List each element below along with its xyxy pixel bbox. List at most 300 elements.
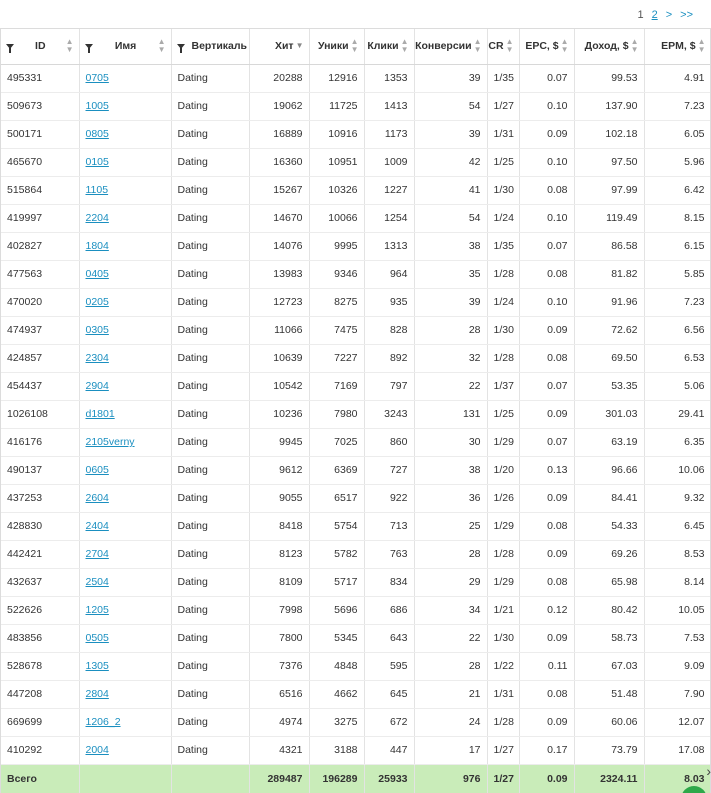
sort-desc-icon[interactable]: ▼: [295, 41, 304, 51]
cell-conversions: 21: [414, 680, 487, 708]
cell-clicks: 922: [364, 484, 414, 512]
cell-cr: 1/25: [487, 400, 519, 428]
cell-conversions: 54: [414, 92, 487, 120]
cell-epc: 0.10: [519, 92, 574, 120]
campaign-name-link[interactable]: 0405: [85, 268, 109, 280]
cell-cr: 1/20: [487, 456, 519, 484]
cell-uniques: 7475: [309, 316, 364, 344]
cell-conversions: 22: [414, 624, 487, 652]
cell-conversions: 54: [414, 204, 487, 232]
cell-uniques: 3188: [309, 736, 364, 764]
campaign-name-link[interactable]: 0705: [85, 72, 109, 84]
sort-icon[interactable]: ▲ ▼: [473, 37, 482, 55]
cell-revenue: 53.35: [574, 372, 644, 400]
cell-id: 419997: [1, 204, 79, 232]
table-row: [1, 568, 711, 596]
total-epm: 8.03: [644, 764, 711, 793]
table-row: [1, 652, 711, 680]
cell-revenue: 97.50: [574, 148, 644, 176]
cell-epc: 0.08: [519, 680, 574, 708]
cell-revenue: 58.73: [574, 624, 644, 652]
table-row: [1, 596, 711, 624]
header-epc[interactable]: EPC, $ ▲ ▼: [519, 29, 574, 64]
cell-conversions: 28: [414, 316, 487, 344]
sort-icon[interactable]: ▲ ▼: [400, 37, 409, 55]
cell-uniques: 9346: [309, 260, 364, 288]
cell-epm: 5.06: [644, 372, 711, 400]
table-row: [1, 120, 711, 148]
campaign-name-link[interactable]: 1305: [85, 660, 109, 672]
table-row: [1, 288, 711, 316]
cell-vertical: Dating: [171, 596, 249, 624]
cell-name: [79, 288, 171, 316]
cell-revenue: 81.82: [574, 260, 644, 288]
sort-icon[interactable]: ▲ ▼: [505, 37, 514, 55]
cell-uniques: 10951: [309, 148, 364, 176]
page-2-link[interactable]: 2: [651, 9, 658, 21]
cell-epm: 6.35: [644, 428, 711, 456]
cell-hits: 16889: [249, 120, 309, 148]
table-row: [1, 64, 711, 92]
cell-conversions: 29: [414, 568, 487, 596]
cell-hits: 13983: [249, 260, 309, 288]
table-body: [1, 64, 711, 793]
cell-name: [79, 428, 171, 456]
cell-name: [79, 400, 171, 428]
last-page-link[interactable]: >>: [680, 9, 693, 21]
header-clicks[interactable]: Клики ▲ ▼: [364, 29, 414, 64]
cell-name: [79, 64, 171, 92]
table-row: [1, 344, 711, 372]
cell-vertical: Dating: [171, 568, 249, 596]
cell-vertical: Dating: [171, 512, 249, 540]
cell-clicks: 1254: [364, 204, 414, 232]
cell-cr: 1/35: [487, 64, 519, 92]
sort-icon[interactable]: ▲ ▼: [157, 37, 166, 55]
cell-hits: 19062: [249, 92, 309, 120]
cell-id: 454437: [1, 372, 79, 400]
table-row: [1, 484, 711, 512]
cell-cr: 1/21: [487, 596, 519, 624]
cell-uniques: 5696: [309, 596, 364, 624]
cell-vertical: Dating: [171, 232, 249, 260]
campaign-name-link[interactable]: 1205: [85, 604, 109, 616]
cell-revenue: 137.90: [574, 92, 644, 120]
cell-epm: 7.90: [644, 680, 711, 708]
campaign-name-link[interactable]: 0505: [85, 632, 109, 644]
cell-clicks: 964: [364, 260, 414, 288]
sort-icon[interactable]: ▲ ▼: [630, 37, 639, 55]
cell-clicks: 595: [364, 652, 414, 680]
cell-epc: 0.08: [519, 512, 574, 540]
cell-hits: 20288: [249, 64, 309, 92]
cell-id: 515864: [1, 176, 79, 204]
cell-name: [79, 456, 171, 484]
cell-name: [79, 596, 171, 624]
cell-name: [79, 512, 171, 540]
campaign-name-link[interactable]: 2604: [85, 492, 109, 504]
cell-cr: 1/31: [487, 680, 519, 708]
cell-uniques: 5717: [309, 568, 364, 596]
cell-uniques: 4848: [309, 652, 364, 680]
cell-epc: 0.09: [519, 316, 574, 344]
cell-uniques: 7169: [309, 372, 364, 400]
campaign-name-link[interactable]: 0105: [85, 156, 109, 168]
cell-conversions: 39: [414, 64, 487, 92]
cell-epm: 7.23: [644, 92, 711, 120]
cell-uniques: 7227: [309, 344, 364, 372]
cell-name: [79, 176, 171, 204]
cell-revenue: 69.26: [574, 540, 644, 568]
total-clicks: 25933: [364, 764, 414, 793]
total-epc: 0.09: [519, 764, 574, 793]
cell-name: [79, 148, 171, 176]
cell-vertical: Dating: [171, 736, 249, 764]
stats-table: [1, 29, 711, 793]
cell-id: 465670: [1, 148, 79, 176]
cell-vertical: Dating: [171, 92, 249, 120]
campaign-name-link[interactable]: 0205: [85, 296, 109, 308]
cell-id: 442421: [1, 540, 79, 568]
campaign-name-link[interactable]: 0605: [85, 464, 109, 476]
campaign-name-link[interactable]: 0305: [85, 324, 109, 336]
table-row: [1, 372, 711, 400]
campaign-name-link[interactable]: 2704: [85, 548, 109, 560]
cell-uniques: 7980: [309, 400, 364, 428]
cell-cr: 1/35: [487, 232, 519, 260]
cell-revenue: 51.48: [574, 680, 644, 708]
cell-hits: 12723: [249, 288, 309, 316]
cell-epm: 8.53: [644, 540, 711, 568]
cell-conversions: 39: [414, 288, 487, 316]
cell-name: [79, 260, 171, 288]
cell-hits: 9612: [249, 456, 309, 484]
cell-hits: 7376: [249, 652, 309, 680]
cell-id: 490137: [1, 456, 79, 484]
cell-revenue: 301.03: [574, 400, 644, 428]
cell-name: [79, 624, 171, 652]
cell-revenue: 60.06: [574, 708, 644, 736]
table-row: [1, 92, 711, 120]
cell-id: 483856: [1, 624, 79, 652]
campaign-name-link[interactable]: 0805: [85, 128, 109, 140]
cell-clicks: 892: [364, 344, 414, 372]
cell-id: 410292: [1, 736, 79, 764]
sort-icon[interactable]: ▲ ▼: [560, 37, 569, 55]
cell-vertical: Dating: [171, 372, 249, 400]
cell-vertical: Dating: [171, 680, 249, 708]
cell-conversions: 24: [414, 708, 487, 736]
total-vertical: [171, 764, 249, 793]
header-epm[interactable]: EPM, $ ▲ ▼: [644, 29, 711, 64]
cell-epm: 12.07: [644, 708, 711, 736]
cell-epm: 6.53: [644, 344, 711, 372]
campaign-name-link[interactable]: 2804: [85, 688, 109, 700]
cell-vertical: Dating: [171, 120, 249, 148]
cell-cr: 1/24: [487, 288, 519, 316]
cell-uniques: 5782: [309, 540, 364, 568]
cell-revenue: 67.03: [574, 652, 644, 680]
cell-epm: 5.96: [644, 148, 711, 176]
cell-epc: 0.09: [519, 624, 574, 652]
cell-revenue: 73.79: [574, 736, 644, 764]
cell-hits: 10639: [249, 344, 309, 372]
cell-name: [79, 736, 171, 764]
campaign-name-link[interactable]: 2504: [85, 576, 109, 588]
cell-name: [79, 680, 171, 708]
cell-conversions: 38: [414, 232, 487, 260]
cell-revenue: 86.58: [574, 232, 644, 260]
next-page-link[interactable]: >: [665, 9, 673, 21]
cell-id: 474937: [1, 316, 79, 344]
table-row: [1, 316, 711, 344]
cell-hits: 14076: [249, 232, 309, 260]
cell-epm: 9.09: [644, 652, 711, 680]
cell-conversions: 36: [414, 484, 487, 512]
cell-id: 477563: [1, 260, 79, 288]
cell-name: [79, 484, 171, 512]
cell-cr: 1/28: [487, 708, 519, 736]
chevron-right-icon[interactable]: ›: [706, 763, 711, 779]
cell-id: 1026108: [1, 400, 79, 428]
cell-cr: 1/27: [487, 736, 519, 764]
cell-id: 495331: [1, 64, 79, 92]
sort-icon[interactable]: ▲ ▼: [697, 37, 706, 55]
cell-revenue: 54.33: [574, 512, 644, 540]
cell-revenue: 91.96: [574, 288, 644, 316]
cell-id: 522626: [1, 596, 79, 624]
cell-cr: 1/26: [487, 484, 519, 512]
cell-conversions: 30: [414, 428, 487, 456]
cell-conversions: 39: [414, 120, 487, 148]
cell-epm: 10.06: [644, 456, 711, 484]
cell-id: 424857: [1, 344, 79, 372]
campaign-name-link[interactable]: 2304: [85, 352, 109, 364]
table-row: [1, 428, 711, 456]
cell-conversions: 35: [414, 260, 487, 288]
cell-cr: 1/28: [487, 260, 519, 288]
cell-clicks: 1173: [364, 120, 414, 148]
cell-name: [79, 372, 171, 400]
cell-clicks: 686: [364, 596, 414, 624]
cell-vertical: Dating: [171, 64, 249, 92]
cell-cr: 1/29: [487, 568, 519, 596]
cell-id: 428830: [1, 512, 79, 540]
cell-hits: 4321: [249, 736, 309, 764]
cell-epm: 5.85: [644, 260, 711, 288]
cell-name: [79, 120, 171, 148]
cell-cr: 1/28: [487, 540, 519, 568]
cell-id: 432637: [1, 568, 79, 596]
sort-icon[interactable]: ▲ ▼: [350, 37, 359, 55]
cell-hits: 10236: [249, 400, 309, 428]
filter-icon[interactable]: [177, 44, 185, 49]
cell-vertical: Dating: [171, 400, 249, 428]
filter-icon[interactable]: [85, 44, 93, 49]
cell-conversions: 42: [414, 148, 487, 176]
campaign-name-link[interactable]: 1804: [85, 240, 109, 252]
cell-conversions: 38: [414, 456, 487, 484]
cell-clicks: 713: [364, 512, 414, 540]
cell-clicks: 1353: [364, 64, 414, 92]
table-row: [1, 736, 711, 764]
cell-clicks: 1313: [364, 232, 414, 260]
table-row: [1, 148, 711, 176]
total-cr: 1/27: [487, 764, 519, 793]
cell-epm: 8.14: [644, 568, 711, 596]
cell-hits: 4974: [249, 708, 309, 736]
cell-uniques: 11725: [309, 92, 364, 120]
table-row: [1, 400, 711, 428]
cell-cr: 1/24: [487, 204, 519, 232]
table-row: [1, 260, 711, 288]
cell-epm: 8.15: [644, 204, 711, 232]
cell-conversions: 41: [414, 176, 487, 204]
cell-uniques: 12916: [309, 64, 364, 92]
cell-name: [79, 204, 171, 232]
cell-clicks: 763: [364, 540, 414, 568]
cell-vertical: Dating: [171, 540, 249, 568]
header-revenue[interactable]: Доход, $ ▲ ▼: [574, 29, 644, 64]
page-1-link[interactable]: 1: [637, 9, 644, 21]
header-vertical[interactable]: Вертикаль: [171, 29, 249, 64]
cell-hits: 10542: [249, 372, 309, 400]
table-row: [1, 232, 711, 260]
cell-clicks: 834: [364, 568, 414, 596]
cell-epc: 0.09: [519, 540, 574, 568]
cell-uniques: 8275: [309, 288, 364, 316]
cell-epm: 29.41: [644, 400, 711, 428]
cell-clicks: 645: [364, 680, 414, 708]
cell-hits: 16360: [249, 148, 309, 176]
cell-hits: 6516: [249, 680, 309, 708]
cell-clicks: 643: [364, 624, 414, 652]
cell-epc: 0.17: [519, 736, 574, 764]
cell-id: 528678: [1, 652, 79, 680]
cell-epm: 9.32: [644, 484, 711, 512]
campaign-name-link[interactable]: 1206_2: [85, 716, 121, 728]
table-row: [1, 680, 711, 708]
table-row: [1, 708, 711, 736]
total-conversions: 976: [414, 764, 487, 793]
cell-clicks: 797: [364, 372, 414, 400]
table-row: [1, 456, 711, 484]
cell-epc: 0.12: [519, 596, 574, 624]
cell-vertical: Dating: [171, 484, 249, 512]
cell-vertical: Dating: [171, 204, 249, 232]
header-uniques[interactable]: Уники ▲ ▼: [309, 29, 364, 64]
cell-id: 416176: [1, 428, 79, 456]
campaign-name-link[interactable]: 2904: [85, 380, 109, 392]
cell-conversions: 22: [414, 372, 487, 400]
cell-vertical: Dating: [171, 708, 249, 736]
campaign-name-link[interactable]: 2204: [85, 212, 109, 224]
filter-icon[interactable]: [6, 44, 14, 49]
cell-conversions: 32: [414, 344, 487, 372]
cell-revenue: 97.99: [574, 176, 644, 204]
cell-cr: 1/27: [487, 92, 519, 120]
cell-vertical: Dating: [171, 652, 249, 680]
cell-cr: 1/25: [487, 148, 519, 176]
cell-epm: 4.91: [644, 64, 711, 92]
cell-uniques: 10066: [309, 204, 364, 232]
cell-uniques: 3275: [309, 708, 364, 736]
header-name[interactable]: Имя ▲ ▼: [79, 29, 171, 64]
cell-vertical: Dating: [171, 260, 249, 288]
cell-clicks: 447: [364, 736, 414, 764]
header-id[interactable]: ID ▲ ▼: [1, 29, 79, 64]
cell-epc: 0.10: [519, 288, 574, 316]
total-hits: 289487: [249, 764, 309, 793]
cell-epm: 7.53: [644, 624, 711, 652]
table-row: [1, 176, 711, 204]
cell-revenue: 65.98: [574, 568, 644, 596]
cell-epc: 0.09: [519, 708, 574, 736]
cell-uniques: 10326: [309, 176, 364, 204]
campaign-name-link[interactable]: 1105: [85, 184, 109, 196]
cell-epc: 0.10: [519, 204, 574, 232]
cell-epc: 0.08: [519, 260, 574, 288]
cell-id: 437253: [1, 484, 79, 512]
cell-epc: 0.07: [519, 232, 574, 260]
table-row: [1, 540, 711, 568]
cell-uniques: 7025: [309, 428, 364, 456]
header-conversions[interactable]: Конверсии ▲ ▼: [414, 29, 487, 64]
cell-epm: 6.42: [644, 176, 711, 204]
campaign-name-link[interactable]: 2004: [85, 744, 109, 756]
cell-clicks: 3243: [364, 400, 414, 428]
cell-vertical: Dating: [171, 176, 249, 204]
header-hits[interactable]: Хит ▼: [249, 29, 309, 64]
cell-vertical: Dating: [171, 624, 249, 652]
cell-uniques: 6369: [309, 456, 364, 484]
cell-epc: 0.10: [519, 148, 574, 176]
campaign-name-link[interactable]: 2404: [85, 520, 109, 532]
cell-conversions: 28: [414, 652, 487, 680]
cell-revenue: 99.53: [574, 64, 644, 92]
campaign-name-link[interactable]: 1005: [85, 100, 109, 112]
cell-epm: 6.56: [644, 316, 711, 344]
cell-uniques: 5754: [309, 512, 364, 540]
header-cr[interactable]: CR ▲ ▼: [487, 29, 519, 64]
cell-name: [79, 316, 171, 344]
total-id: Всего: [1, 764, 79, 793]
total-row: [1, 764, 711, 793]
cell-revenue: 96.66: [574, 456, 644, 484]
cell-vertical: Dating: [171, 316, 249, 344]
cell-epm: 6.45: [644, 512, 711, 540]
sort-icon[interactable]: ▲ ▼: [65, 37, 74, 55]
cell-revenue: 63.19: [574, 428, 644, 456]
cell-hits: 15267: [249, 176, 309, 204]
campaign-name-link[interactable]: 2105verny: [85, 436, 135, 448]
cell-epc: 0.07: [519, 372, 574, 400]
cell-name: [79, 232, 171, 260]
campaign-name-link[interactable]: d1801: [85, 408, 115, 420]
cell-epc: 0.09: [519, 400, 574, 428]
cell-conversions: 28: [414, 540, 487, 568]
cell-epm: 6.05: [644, 120, 711, 148]
cell-clicks: 672: [364, 708, 414, 736]
cell-uniques: 6517: [309, 484, 364, 512]
cell-name: [79, 344, 171, 372]
total-name: [79, 764, 171, 793]
cell-vertical: Dating: [171, 344, 249, 372]
cell-hits: 8418: [249, 512, 309, 540]
cell-name: [79, 568, 171, 596]
cell-cr: 1/28: [487, 344, 519, 372]
cell-cr: 1/22: [487, 652, 519, 680]
